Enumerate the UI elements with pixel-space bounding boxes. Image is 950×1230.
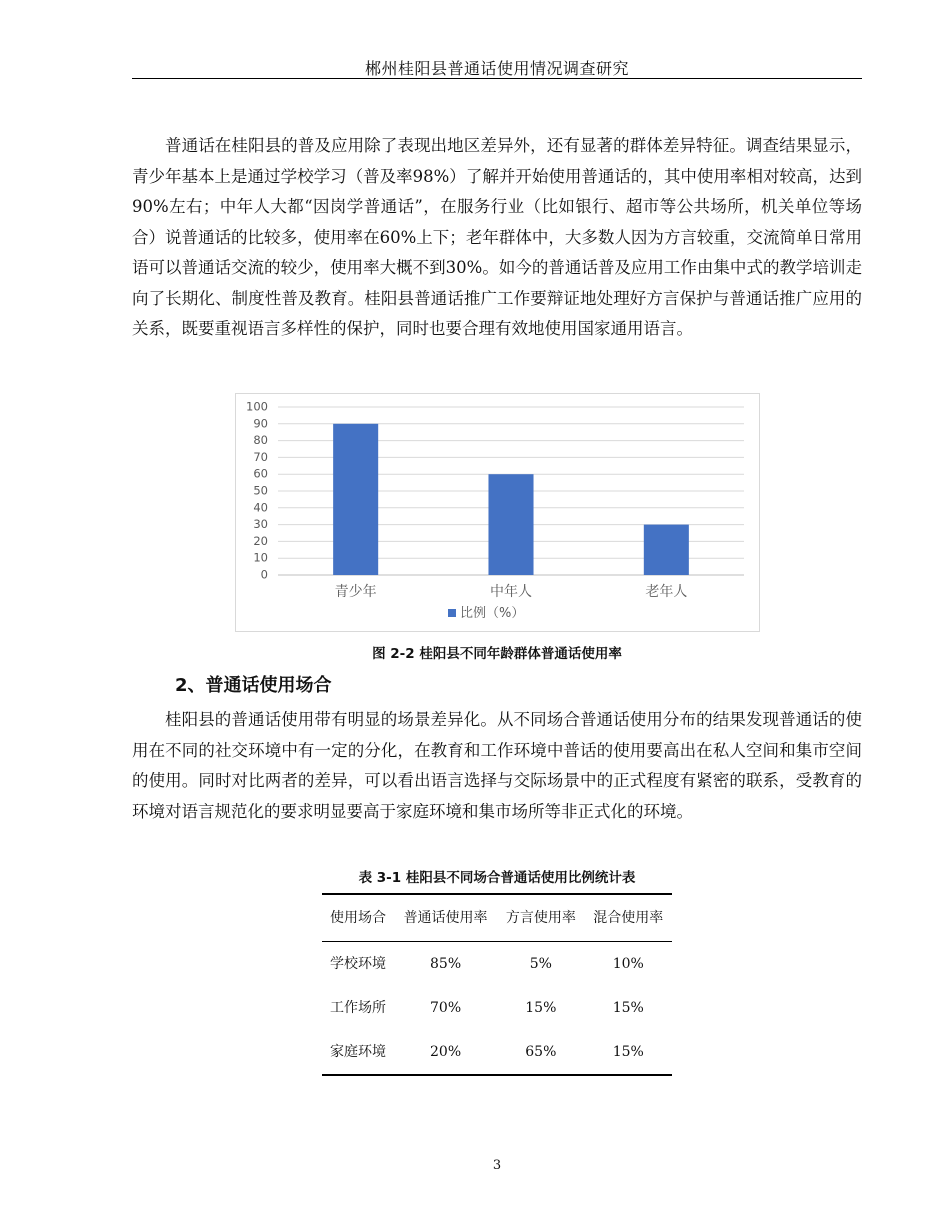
bar-1 xyxy=(488,474,533,575)
table-header-mandarin: 普通话使用率 xyxy=(394,894,497,942)
table-cell: 家庭环境 xyxy=(322,1030,394,1075)
figure-caption: 图 2-2 桂阳县不同年龄群体普通话使用率 xyxy=(372,646,622,662)
table-cell: 5% xyxy=(529,955,552,972)
age-group-usage-chart xyxy=(235,393,760,632)
y-tick-label: 40 xyxy=(253,500,268,515)
y-tick-label: 50 xyxy=(253,483,268,498)
table-cell: 工作场所 xyxy=(330,999,386,1016)
y-tick-label: 60 xyxy=(253,466,268,481)
table-header-setting: 使用场合 xyxy=(322,894,394,942)
page-header-title: 郴州桂阳县普通话使用情况调查研究 xyxy=(364,59,629,78)
y-tick-label: 90 xyxy=(253,416,268,431)
table-cell: 20% xyxy=(394,1030,497,1075)
y-tick-label: 10 xyxy=(253,550,268,565)
bar-2 xyxy=(644,525,689,575)
paragraph-scenario-differences: 桂阳县的普通话使用带有明显的场景差异化。从不同场合普通话使用分布的结果发现普通话的使用在不同的社交环境中有一定的分化，在教育和工作环境中普话的使用要高出在私人空间和集市空间的使用。同时对比两者的差异，可以看出语言选择与交际场景中的正式程度有紧密的联系，受教育的环境对语言规范化的要求明显要高于家庭环境和集市场所等非正式化的环境。 xyxy=(132,710,862,821)
table-cell: 10% xyxy=(612,955,644,972)
table-header-row xyxy=(322,894,672,942)
y-tick-label: 0 xyxy=(260,567,268,582)
table-row xyxy=(322,942,672,987)
usage-by-setting-table xyxy=(322,893,672,1076)
table-header-dialect: 方言使用率 xyxy=(497,894,584,942)
paragraph-group-differences: 普通话在桂阳县的普及应用除了表现出地区差异外，还有显著的群体差异特征。调查结果显示，青少年基本上是通过学校学习（普及率98%）了解并开始使用普通话的，其中使用率相对较高，达到90%左右；中年人大都“因岗学普通话”，在服务行业（比如银行、超市等公共场所，机关单位等场合）说普通话的比较多，使用率在60%上下；老年群体中，大多数人因为方言较重，交流简单日常用语可以普通话交流的较少，使用率大概不到30%。如今的普通话普及应用工作由集中式的教学培训走向了长期化、制度性普及教育。桂阳县普通话推广工作要辩证地处理好方言保护与普通话推广应用的关系，既要重视语言多样性的保护，同时也要合理有效地使用国家通用语言。 xyxy=(132,136,862,338)
table-cell: 15% xyxy=(525,999,557,1016)
header-rule xyxy=(132,78,862,79)
page-number: 3 xyxy=(492,1158,502,1173)
table-row xyxy=(322,1030,672,1075)
table-row xyxy=(322,986,672,1030)
section-heading: 2、普通话使用场合 xyxy=(175,675,332,696)
table-cell: 15% xyxy=(585,1030,672,1075)
table-cell: 65% xyxy=(497,1030,584,1075)
table-cell: 85% xyxy=(430,955,462,972)
y-tick-label: 70 xyxy=(253,449,268,464)
y-tick-label: 20 xyxy=(253,533,268,548)
table-cell: 15% xyxy=(612,999,644,1016)
table-header-mixed: 混合使用率 xyxy=(585,894,672,942)
table-cell: 70% xyxy=(430,999,462,1016)
x-category-label: 青少年 xyxy=(334,584,377,600)
y-tick-label: 100 xyxy=(246,399,268,414)
y-tick-label: 30 xyxy=(253,517,268,532)
legend-swatch xyxy=(448,609,456,617)
chart-svg xyxy=(236,394,759,631)
table-caption: 表 3-1 桂阳县不同场合普通话使用比例统计表 xyxy=(358,870,636,886)
x-category-label: 中年人 xyxy=(490,584,532,600)
bar-0 xyxy=(333,424,378,575)
legend-label: 比例（%） xyxy=(460,606,525,621)
x-category-label: 老年人 xyxy=(645,584,688,600)
table-cell: 学校环境 xyxy=(330,955,386,972)
y-tick-label: 80 xyxy=(253,433,268,448)
